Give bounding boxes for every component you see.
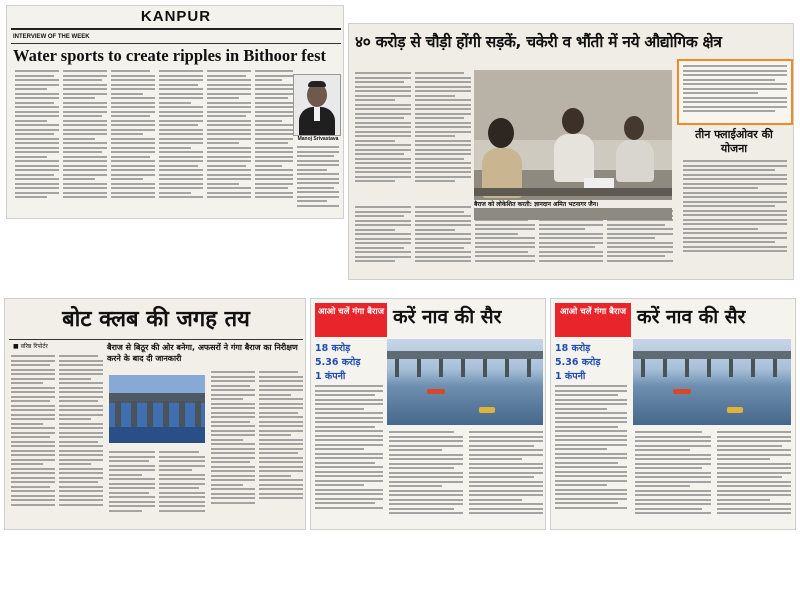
headline: बोट क्लब की जगह तय (62, 307, 250, 332)
text-column (159, 451, 205, 527)
text-column (11, 355, 55, 527)
portrait-photo (293, 74, 341, 136)
side-heading: तीन फ्लाईओवर की योजना (695, 128, 773, 155)
barrage-photo (109, 375, 205, 443)
river-photo (387, 339, 543, 425)
text-column (297, 146, 339, 216)
text-column (415, 206, 471, 276)
subheadline: बैराज से बिठूर की ओर बनेगा, अफसरों ने गंगा बैराज का निरीक्षण करने के बाद दी जानकारी (107, 343, 298, 363)
headline: Water sports to create ripples in Bithoor fest (13, 46, 327, 65)
clipping-kanpur (6, 5, 344, 219)
tag-label: आओ चलें गंगा बैराज (315, 303, 387, 337)
text-column (555, 385, 627, 527)
text-column (415, 72, 471, 202)
headline: करें नाव की सैर (393, 306, 502, 328)
stat-18: 18 करोड़ (315, 343, 351, 354)
text-column (717, 431, 791, 527)
photo-caption: बैराज को लोकेशित करती: ज्ञानदान अमित भटनागर जैन। (474, 200, 672, 208)
clipping-boat-ride (310, 298, 546, 530)
headline: ४० करोड़ से चौड़ी होंगी सड़कें, चकेरी व भौंती में नये औद्योगिक क्षेत्र (355, 33, 722, 51)
text-column (683, 160, 787, 272)
photo-caption: Manoj Srivastava (297, 136, 339, 142)
text-column (607, 210, 673, 276)
text-column (59, 355, 103, 527)
river-photo (633, 339, 791, 425)
text-column (635, 431, 711, 527)
clipping-boat-ride-copy (550, 298, 796, 530)
text-column (63, 70, 107, 216)
text-column (475, 210, 535, 276)
stat-company: 1 कंपनी (315, 371, 346, 382)
clipping-roads (348, 23, 794, 280)
text-column (15, 70, 59, 216)
text-column (111, 70, 155, 216)
stat-536: 5.36 करोड़ (555, 357, 601, 368)
headline: करें नाव की सैर (637, 306, 746, 328)
text-column (211, 371, 255, 527)
text-column (355, 72, 411, 202)
text-column (389, 431, 463, 527)
stat-536: 5.36 करोड़ (315, 357, 361, 368)
text-column (259, 371, 303, 527)
meeting-photo (474, 70, 672, 220)
text-column (355, 206, 411, 276)
highlight-box (677, 59, 793, 125)
masthead: KANPUR (140, 8, 212, 25)
text-column (159, 70, 203, 216)
text-column (469, 431, 543, 527)
stat-company: 1 कंपनी (555, 371, 586, 382)
text-column (255, 70, 293, 216)
tag-label: आओ चलें गंगा बैराज (555, 303, 631, 337)
text-column (109, 451, 155, 527)
text-column (315, 385, 383, 527)
text-column (207, 70, 251, 216)
clipping-boat-club (4, 298, 306, 530)
byline: ■ वरिष्ठ रिपोर्टर (13, 343, 48, 350)
text-column (539, 210, 603, 276)
stat-18: 18 करोड़ (555, 343, 591, 354)
section-label: INTERVIEW OF THE WEEK (13, 34, 90, 40)
